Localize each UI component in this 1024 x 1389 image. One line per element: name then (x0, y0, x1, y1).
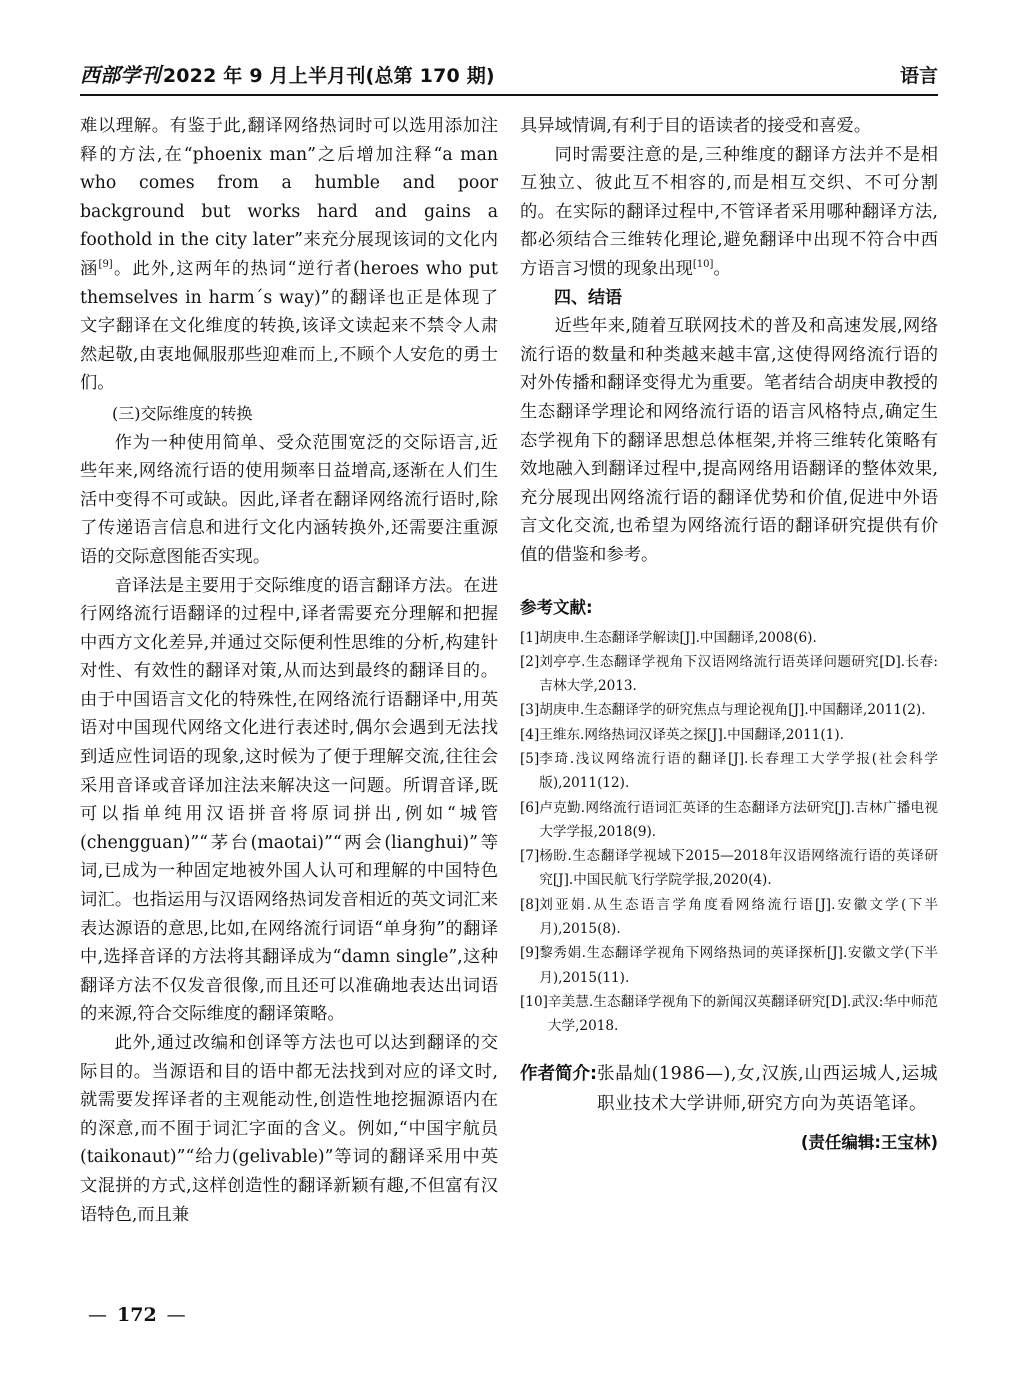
reference-text: 刘亭亭.生态翻译学视角下汉语网络流行语英译问题研究[D].长春:吉林大学,2013. (539, 653, 938, 695)
reference-item (520, 650, 938, 699)
reference-number: [4] (520, 726, 540, 743)
paragraph: 作为一种使用简单、受众范围宽泛的交际语言,近些年来,网络流行语的使用频率日益增高,逐渐在人们生活中变得不可或缺。因此,译者在翻译网络流行语时,除了传递语言信息和进行文化内涵转换外,还需要注重源语的交际意图能否实现。 (80, 432, 498, 567)
author-bio-text: 张晶灿(1986—),女,汉族,山西运城人,运城职业技术大学讲师,研究方向为英语笔译。 (597, 1063, 938, 1114)
reference-text: 辛美慧.生态翻译学视角下的新闻汉英翻译研究[D].武汉:华中师范大学,2018. (547, 993, 938, 1035)
page-footer: — 172 — (88, 1304, 186, 1326)
reference-text: 李琦.浅议网络流行语的翻译[J].长春理工大学学报(社会科学版),2011(12). (539, 750, 938, 792)
reference-item (520, 723, 938, 747)
page-number: 172 (117, 1304, 157, 1326)
author-bio (520, 1059, 938, 1119)
reference-text: 刘亚娟.从生态语言学角度看网络流行语[J].安徽文学(下半月),2015(8). (539, 896, 938, 938)
reference-text: 黎秀娟.生态翻译学视角下网络热词的英译探析[J].安徽文学(下半月),2015(11). (539, 945, 938, 986)
paragraph-text: 难以理解。有鉴于此,翻译网络热词时可以选用添加注释的方法,在“phoenix man”之后增加注释“a man who comes from a humble and poor background but works hard and gains a foothold in the city later”来充分展现该词的文化内涵 (80, 116, 498, 279)
reference-text: 王维东.网络热词汉译英之探[J].中国翻译,2011(1). (539, 726, 844, 743)
reference-number: [8] (520, 896, 540, 913)
journal-logo: 西部学刊 (80, 63, 161, 87)
reference-number: [5] (520, 750, 540, 767)
right-column (520, 112, 938, 1157)
reference-text: 卢克勤.网络流行语词汇英译的生态翻译方法研究[J].吉林广播电视大学学报,2018(9). (539, 799, 938, 840)
section-heading: 四、结语 (554, 287, 622, 308)
reference-number: [6] (520, 799, 540, 816)
author-bio-label: 作者简介: (520, 1063, 597, 1084)
left-column (80, 112, 498, 1229)
reference-number: [10] (520, 993, 548, 1010)
reference-item (520, 747, 938, 796)
paragraph-text: 同时需要注意的是,三种维度的翻译方法并不是相互独立、彼此互不相容的,而是相互交织、不可分割的。在实际的翻译过程中,不管译者采用哪种翻译方法,都必须结合三维转化理论,避免翻译中出现不符合中西方语言习惯的现象出现 (520, 144, 938, 279)
reference-item (520, 698, 938, 722)
reference-item (520, 844, 938, 893)
citation-ref: [10] (692, 259, 714, 271)
subsection-heading: (三)交际维度的转换 (112, 403, 253, 423)
paragraph (520, 141, 938, 284)
reference-text: 胡庚申.生态翻译学的研究焦点与理论视角[J].中国翻译,2011(2). (539, 702, 926, 719)
responsible-editor: (责任编辑:王宝林) (800, 1132, 938, 1152)
paragraph-text: 。 (713, 258, 731, 279)
references-heading: 参考文献: (520, 597, 593, 617)
reference-list (520, 626, 938, 1039)
paragraph: 近些年来,随着互联网技术的普及和高速发展,网络流行语的数量和种类越来越丰富,这使得网络流行语的对外传播和翻译变得尤为重要。笔者结合胡庚申教授的生态翻译学理论和网络流行语的语言风格特点,确定生态学视角下的翻译思想总体框架,并将三维转化策略有效地融入到翻译过程中,提高网络用语翻译的整体效果,充分展现出网络流行语的翻译优势和价值,促进中外语言文化交流,也希望为网络流行语的翻译研究提供有价值的借鉴和参考。 (520, 316, 938, 565)
citation-ref: [9] (98, 259, 113, 271)
running-header (80, 62, 938, 96)
section-label: 语言 (899, 65, 938, 87)
reference-item (520, 893, 938, 942)
paragraph: 此外,通过改编和创译等方法也可以达到翻译的交际目的。当源语和目的语中都无法找到对应的译文时,就需要发挥译者的主观能动性,创造性地挖掘源语内在的深意,而不囿于词汇字面的含义。例如,“中国宇航员(taikonaut)”“给力(gelivable)”等词的翻译采用中英文混拼的方式,这样创造性的翻译新颖有趣,不但富有汉语特色,而且兼 (80, 1033, 498, 1225)
reference-item (520, 990, 938, 1039)
reference-item (520, 941, 938, 990)
reference-number: [9] (520, 945, 540, 962)
reference-number: [1] (520, 629, 540, 646)
paragraph: 音译法是主要用于交际维度的语言翻译方法。在进行网络流行语翻译的过程中,译者需要充分理解和把握中西方文化差异,并通过交际便利性思维的分析,构建针对性、有效性的翻译对策,从而达到最终的翻译目的。由于中国语言文化的特殊性,在网络流行语翻译中,用英语对中国现代网络文化进行表述时,偶尔会遇到无法找到适应性词语的现象,这时候为了便于理解交流,往往会采用音译或音译加注法来解决这一问题。所谓音译,既可以指单纯用汉语拼音将原词拼出,例如“城管(chengguan)”“茅台(maotai)”“两会(lianghui)”等词,已成为一种固定地被外国人认可和理解的中国特色词汇。也指运用与汉语网络热词发音相近的英文词汇来表达源语的意思,比如,在网络流行词语“单身狗”的翻译中,选择音译的方法将其翻译成为“damn single”,这种翻译方法不仅发音很像,而且还可以准确地表达出词语的来源,符合交际维度的翻译策略。 (80, 575, 498, 1025)
reference-number: [3] (520, 702, 540, 719)
paragraph (80, 112, 498, 398)
reference-item (520, 626, 938, 650)
reference-text: 胡庚申.生态翻译学解读[J].中国翻译,2008(6). (539, 629, 817, 646)
journal-issue-line (80, 59, 495, 88)
reference-number: [7] (520, 848, 540, 865)
paragraph-text: 。此外,这两年的热词“逆行者(heroes who put themselves in harm´s way)”的翻译也正是体现了文字翻译在文化维度的转换,该译文读起来不禁令人肃然起敬,由衷地佩服那些迎难而上,不顾个人安危的勇士们。 (80, 258, 498, 394)
paragraph: 具异域情调,有利于目的语读者的接受和喜爱。 (520, 116, 872, 136)
reference-text: 杨盼.生态翻译学视域下2015—2018年汉语网络流行语的英译研究[J].中国民航飞行学院学报,2020(4). (539, 848, 938, 889)
issue-info: 2022 年 9 月上半月刊(总第 170 期) (162, 65, 495, 87)
reference-number: [2] (520, 653, 540, 670)
reference-item (520, 796, 938, 845)
